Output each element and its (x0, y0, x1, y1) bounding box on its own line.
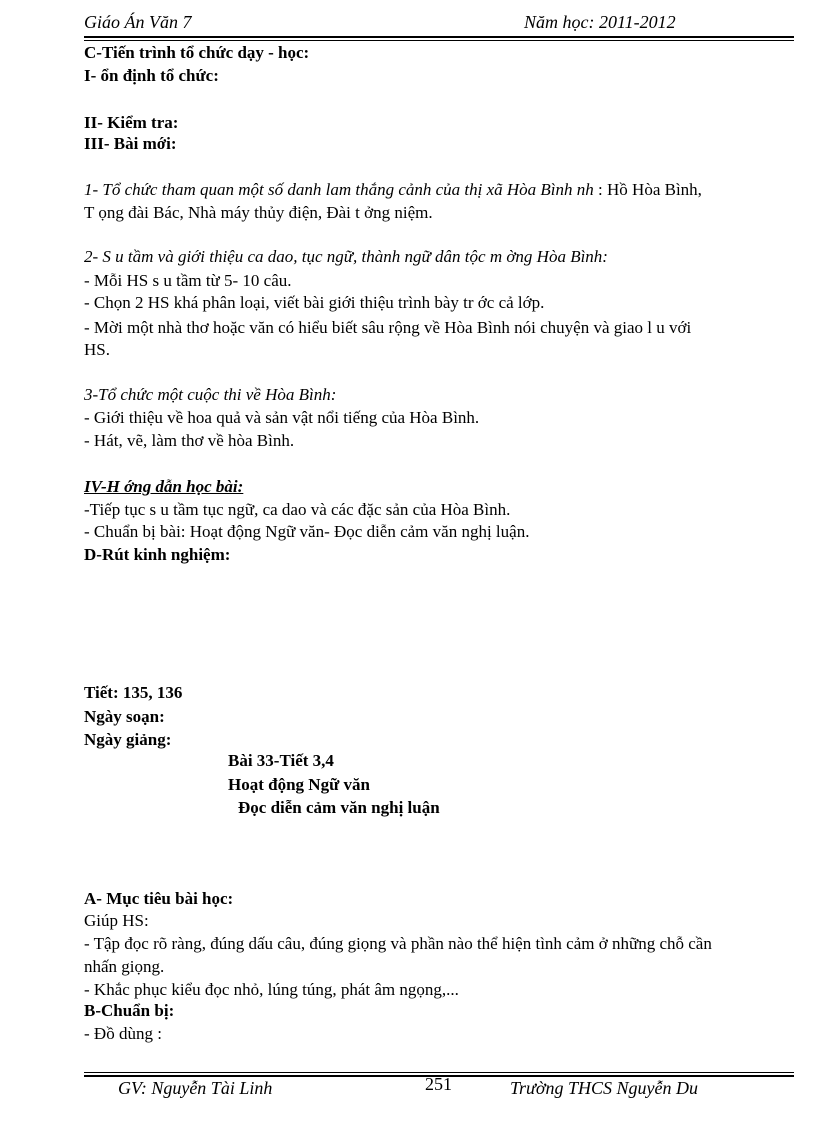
header-rule-thick (84, 36, 794, 38)
section-c-heading: C-Tiến trình tổ chức dạy - học: (84, 43, 310, 62)
activity-3-item-1: - Giới thiệu về hoa quả và sản vật nổi tiếng của Hòa Bình. (84, 408, 480, 427)
section-d-heading: D-Rút kinh nghiệm: (84, 545, 231, 564)
activity-2-title: 2- S u tầm và giới thiệu ca dao, tục ngữ, thành ngữ dân tộc m ờng Hòa Bình: (84, 247, 608, 266)
section-b-heading: B-Chuẩn bị: (84, 1001, 175, 1020)
activity-2-item-2: - Chọn 2 HS khá phân loại, viết bài giới thiệu trình bày tr ớc cả lớp. (84, 293, 545, 312)
activity-1-text: : Hồ Hòa Bình, (593, 180, 702, 199)
section-a-intro: Giúp HS: (84, 911, 149, 930)
section-a-item-1-cont: nhấn giọng. (84, 957, 165, 976)
teach-date-label: Ngày giảng: (84, 730, 172, 749)
footer-rule-thin (84, 1072, 794, 1073)
section-i-heading: I- ổn định tổ chức: (84, 66, 219, 85)
activity-2-item-1: - Mỗi HS s u tầm từ 5- 10 câu. (84, 271, 292, 290)
activity-3-item-2: - Hát, vẽ, làm thơ về hòa Bình. (84, 431, 295, 450)
section-iv-heading: IV-H ớng dẫn học bài: (84, 477, 244, 496)
header-rule-thin (84, 40, 794, 41)
section-a-heading: A- Mục tiêu bài học: (84, 889, 234, 908)
section-iii-heading: III- Bài mới: (84, 134, 177, 153)
lesson-number: Bài 33-Tiết 3,4 (228, 751, 334, 770)
activity-2-item-3: - Mời một nhà thơ hoặc văn có hiểu biết sâu rộng về Hòa Bình nói chuyện và giao l u với (84, 318, 692, 337)
section-iv-item-2: - Chuẩn bị bài: Hoạt động Ngữ văn- Đọc diễn cảm văn nghị luận. (84, 522, 530, 541)
header-subject: Giáo Án Văn 7 (84, 12, 192, 32)
activity-1-line (84, 179, 702, 201)
lesson-subtitle: Hoạt động Ngữ văn (228, 775, 370, 794)
page-header (84, 12, 794, 38)
footer-school: Trường THCS Nguyễn Du (510, 1078, 698, 1098)
lesson-title: Đọc diễn cảm văn nghị luận (238, 798, 440, 817)
activity-1-title: 1- Tổ chức tham quan một số danh lam thắng cảnh của thị xã Hòa Bình nh (84, 180, 594, 199)
section-iv-item-1: -Tiếp tục s u tầm tục ngữ, ca dao và các đặc sản của Hòa Bình. (84, 500, 511, 519)
section-b-item-1: - Đồ dùng : (84, 1024, 162, 1043)
activity-1-cont: T ọng đài Bác, Nhà máy thủy điện, Đài t ởng niệm. (84, 203, 433, 222)
activity-2-item-3-cont: HS. (84, 340, 110, 359)
section-a-item-1: - Tập đọc rõ ràng, đúng dấu câu, đúng giọng và phần nào thể hiện tình cảm ở những chỗ cần (84, 934, 712, 953)
activity-3-title: 3-Tổ chức một cuộc thi về Hòa Bình: (84, 385, 337, 404)
section-a-item-2: - Khắc phục kiểu đọc nhỏ, lúng túng, phát âm ngọng,... (84, 980, 459, 999)
header-year: Năm học: 2011-2012 (524, 12, 676, 32)
prep-date-label: Ngày soạn: (84, 707, 165, 726)
page-number: 251 (425, 1074, 452, 1094)
section-ii-heading: II- Kiểm tra: (84, 113, 179, 132)
footer-teacher: GV: Nguyễn Tài Linh (118, 1078, 273, 1098)
lesson-period: Tiết: 135, 136 (84, 683, 183, 702)
